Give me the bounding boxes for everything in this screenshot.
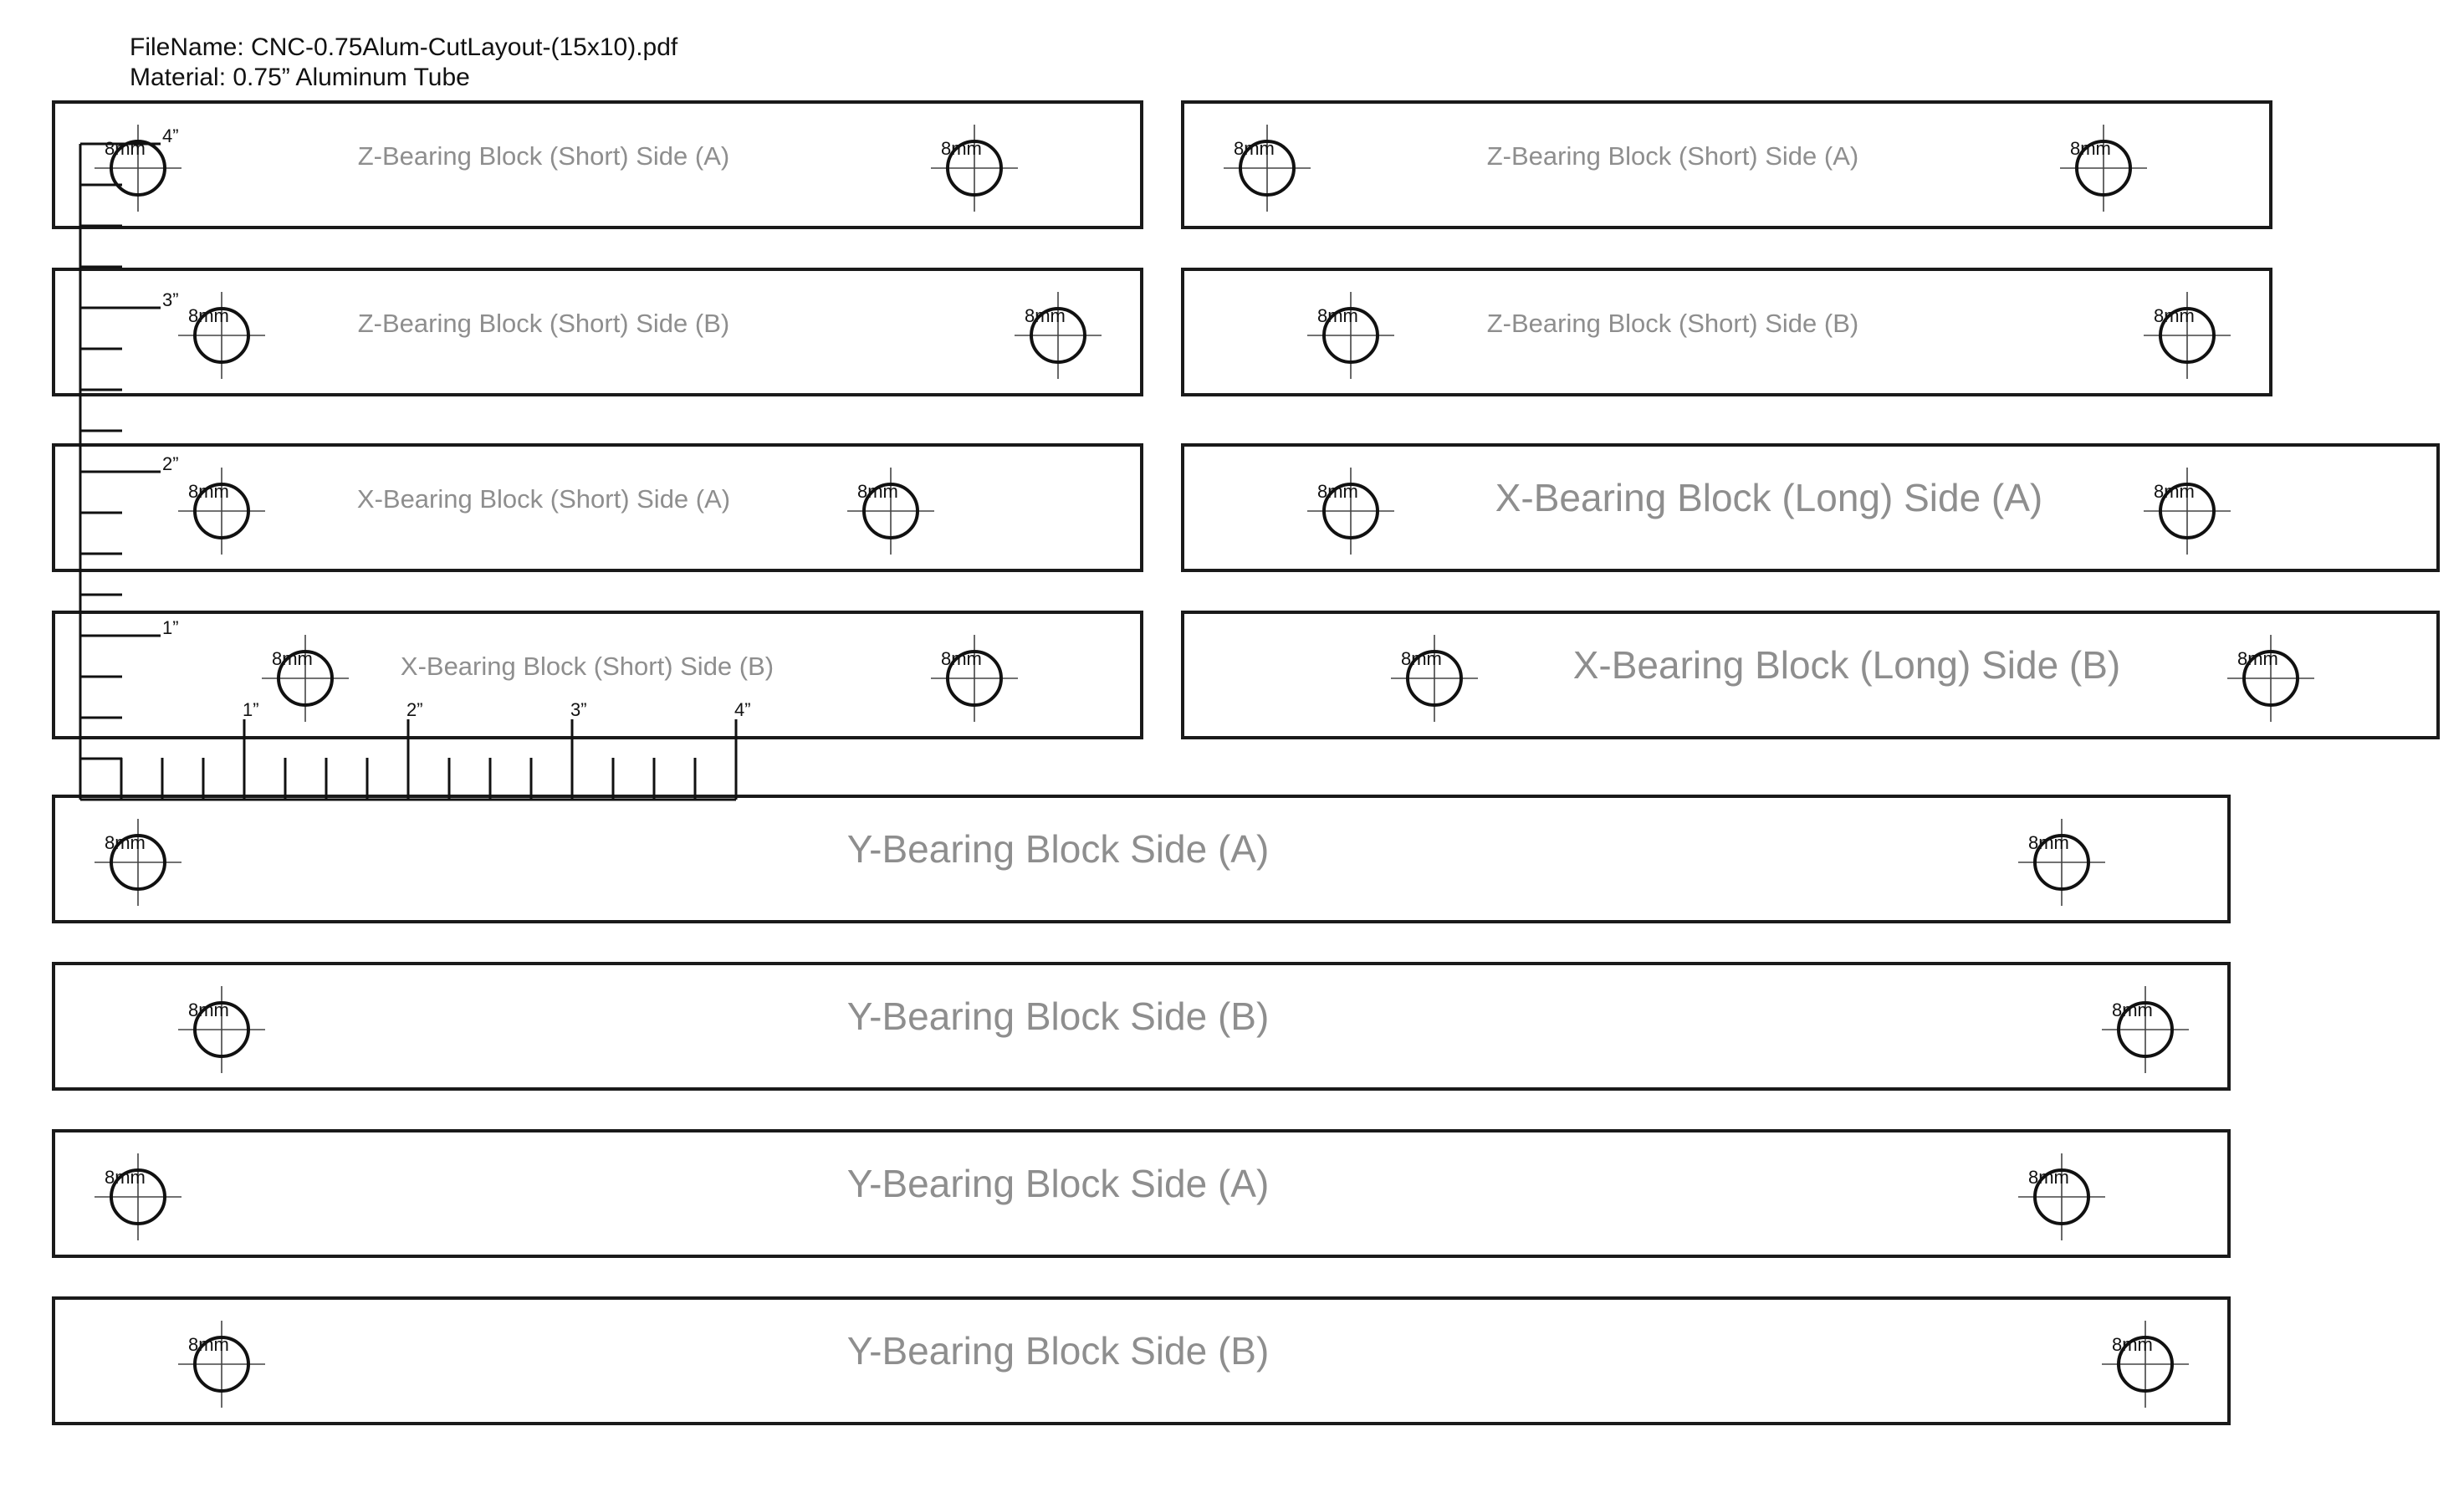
part-label: Y-Bearing Block Side (A)	[846, 1162, 1270, 1206]
ruler-vertical-label: 2”	[162, 453, 179, 474]
ruler-horizontal-label: 3”	[570, 699, 587, 720]
mounting-hole	[2102, 986, 2189, 1073]
mounting-hole	[262, 635, 349, 722]
part-label: X-Bearing Block (Short) Side (A)	[356, 484, 731, 514]
mounting-hole	[1224, 125, 1311, 212]
mounting-hole	[2018, 1153, 2105, 1240]
part-block	[54, 1131, 2229, 1256]
mounting-hole	[1391, 635, 1478, 722]
mounting-hole	[178, 292, 265, 379]
mounting-hole	[178, 468, 265, 555]
hole-size-label: 8mm	[188, 481, 229, 502]
mounting-hole	[1307, 468, 1394, 555]
mounting-hole	[95, 1153, 181, 1240]
hole-size-label: 8mm	[857, 481, 898, 502]
hole-size-label: 8mm	[2112, 1000, 2153, 1020]
file-name: FileName: CNC-0.75Alum-CutLayout-(15x10).pdf	[130, 33, 678, 61]
hole-size-label: 8mm	[188, 305, 229, 326]
mounting-hole	[2144, 292, 2231, 379]
hole-size-label: 8mm	[2028, 832, 2069, 853]
hole-size-label: 8mm	[2070, 138, 2111, 159]
hole-size-label: 8mm	[1401, 648, 1442, 669]
part-label: Z-Bearing Block (Short) Side (A)	[357, 141, 730, 171]
mounting-hole	[2018, 819, 2105, 906]
part-block	[54, 1298, 2229, 1424]
mounting-hole	[1307, 292, 1394, 379]
mounting-hole	[178, 986, 265, 1073]
mounting-hole	[931, 125, 1018, 212]
part-block	[1183, 445, 2438, 570]
hole-size-label: 8mm	[2154, 305, 2195, 326]
part-label: Y-Bearing Block Side (B)	[846, 994, 1270, 1039]
part-block	[54, 102, 1142, 228]
hole-size-label: 8mm	[2028, 1167, 2069, 1188]
part-label: X-Bearing Block (Long) Side (A)	[1495, 476, 2043, 520]
mounting-hole	[2060, 125, 2147, 212]
ruler-vertical-label: 1”	[162, 617, 179, 638]
part-block	[54, 796, 2229, 922]
hole-size-label: 8mm	[1317, 481, 1358, 502]
hole-size-label: 8mm	[188, 1000, 229, 1020]
hole-size-label: 8mm	[941, 138, 982, 159]
part-block	[54, 612, 1142, 738]
mounting-hole	[95, 819, 181, 906]
hole-size-label: 8mm	[2112, 1334, 2153, 1355]
hole-size-label: 8mm	[105, 1167, 146, 1188]
ruler-horizontal-label: 2”	[406, 699, 423, 720]
mounting-hole	[2227, 635, 2314, 722]
part-block	[1183, 102, 2271, 228]
hole-size-label: 8mm	[2154, 481, 2195, 502]
mounting-hole	[847, 468, 934, 555]
hole-size-label: 8mm	[2237, 648, 2278, 669]
parts-layer	[54, 102, 2438, 1424]
part-label: Z-Bearing Block (Short) Side (B)	[1486, 309, 1859, 339]
hole-size-label: 8mm	[941, 648, 982, 669]
mounting-hole	[1015, 292, 1102, 379]
part-label: Y-Bearing Block Side (A)	[846, 827, 1270, 872]
hole-size-label: 8mm	[272, 648, 313, 669]
part-block	[54, 445, 1142, 570]
part-label: Z-Bearing Block (Short) Side (A)	[1486, 141, 1859, 171]
part-label: X-Bearing Block (Short) Side (B)	[400, 652, 774, 682]
ruler-horizontal-label: 4”	[734, 699, 751, 720]
mounting-hole	[2102, 1321, 2189, 1408]
ruler-vertical-label: 3”	[162, 289, 179, 310]
ruler-vertical-label: 4”	[162, 125, 179, 146]
mounting-hole	[931, 635, 1018, 722]
hole-size-label: 8mm	[188, 1334, 229, 1355]
part-block	[1183, 612, 2438, 738]
material: Material: 0.75” Aluminum Tube	[130, 64, 470, 91]
part-label: Y-Bearing Block Side (B)	[846, 1329, 1270, 1373]
hole-size-label: 8mm	[1234, 138, 1275, 159]
mounting-hole	[2144, 468, 2231, 555]
part-label: X-Bearing Block (Long) Side (B)	[1572, 643, 2121, 688]
part-block	[1183, 269, 2271, 395]
mounting-hole	[178, 1321, 265, 1408]
ruler-horizontal-label: 1”	[243, 699, 259, 720]
hole-size-label: 8mm	[105, 138, 146, 159]
part-block	[54, 964, 2229, 1089]
hole-size-label: 8mm	[1317, 305, 1358, 326]
hole-size-label: 8mm	[1025, 305, 1066, 326]
part-label: Z-Bearing Block (Short) Side (B)	[357, 309, 730, 339]
hole-size-label: 8mm	[105, 832, 146, 853]
part-block	[54, 269, 1142, 395]
